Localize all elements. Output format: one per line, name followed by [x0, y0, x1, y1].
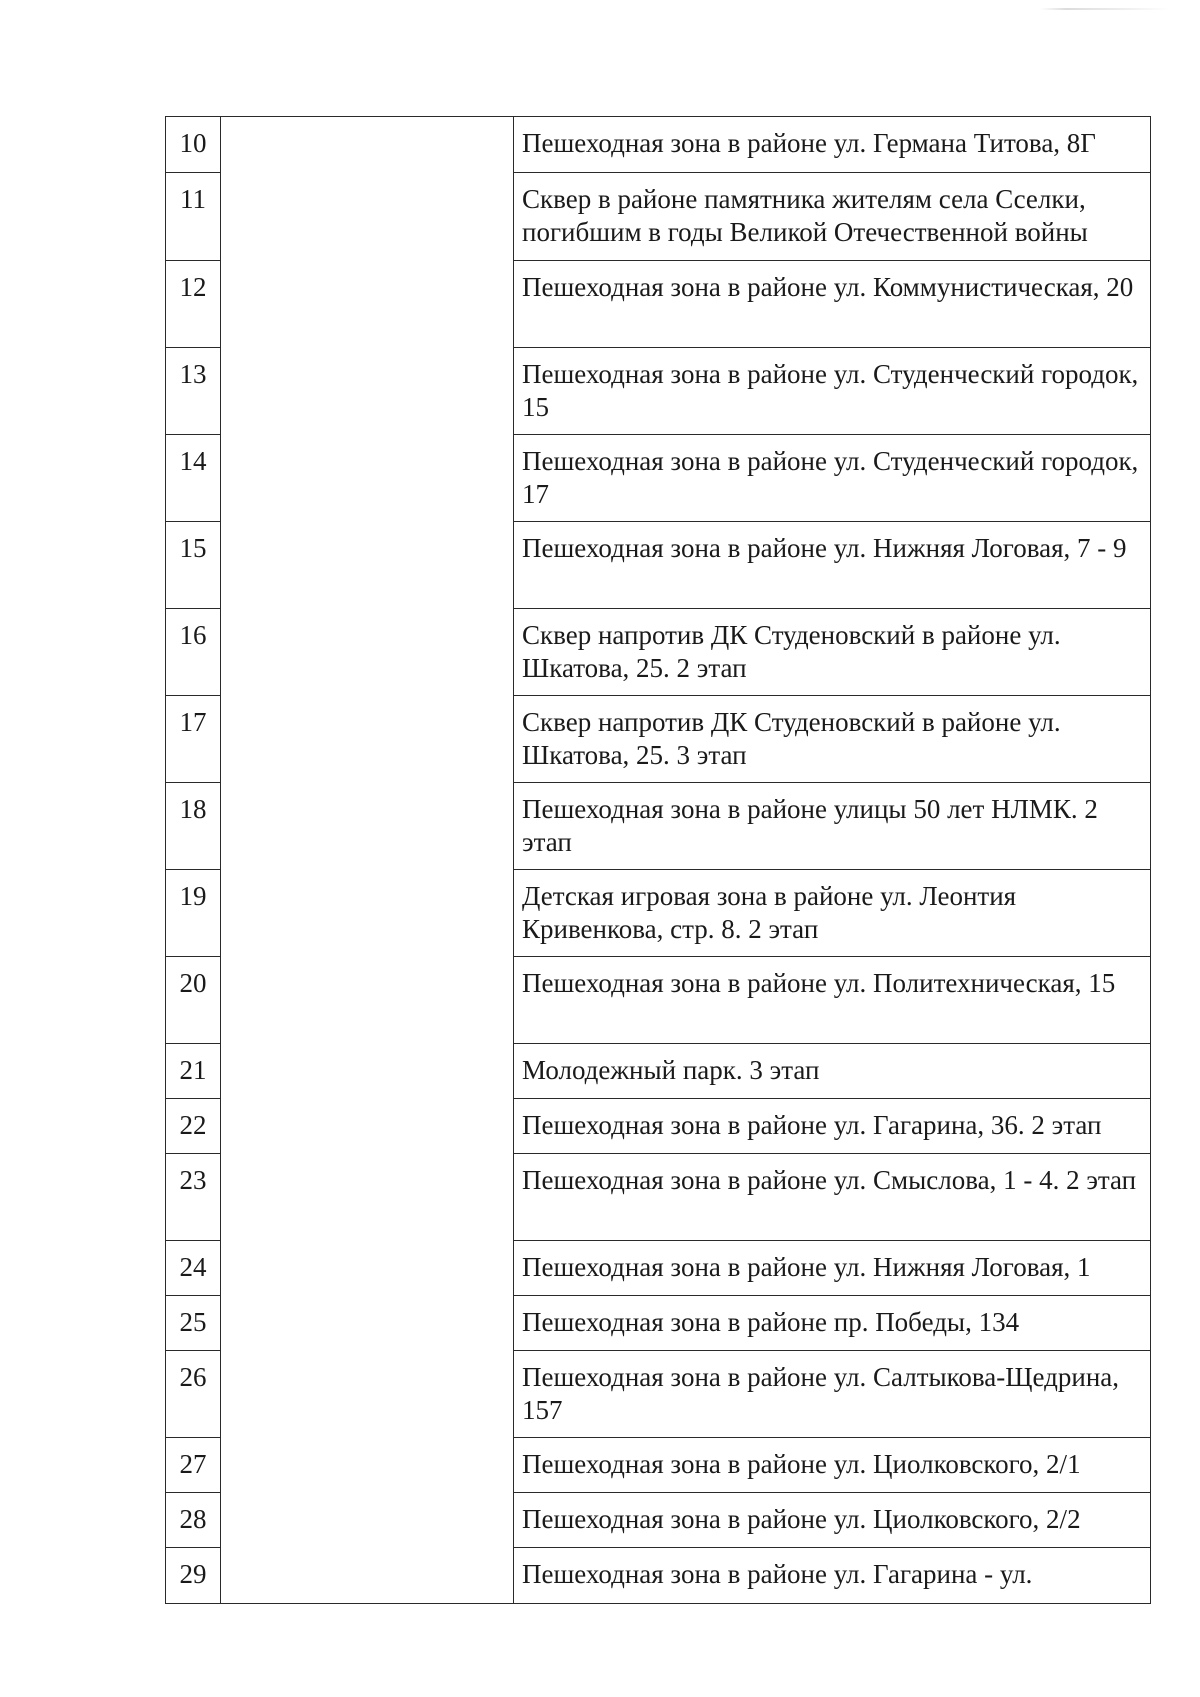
row-number: 10	[166, 117, 221, 173]
scan-artifact	[1040, 8, 1170, 10]
object-description: Молодежный парк. 3 этап	[514, 1044, 1151, 1099]
empty-cell	[221, 1099, 514, 1154]
table-row	[166, 348, 1151, 435]
row-number: 19	[166, 870, 221, 957]
table-row	[166, 1438, 1151, 1493]
table-row	[166, 522, 1151, 609]
table-row	[166, 783, 1151, 870]
row-number: 16	[166, 609, 221, 696]
empty-cell	[221, 1493, 514, 1548]
object-description: Пешеходная зона в районе ул. Гагарина - ул.	[514, 1548, 1151, 1604]
empty-cell	[221, 173, 514, 261]
row-number: 25	[166, 1296, 221, 1351]
projects-table	[165, 116, 1151, 1604]
empty-cell	[221, 609, 514, 696]
empty-cell	[221, 522, 514, 609]
empty-cell	[221, 261, 514, 348]
table-row	[166, 1548, 1151, 1604]
table-row	[166, 1493, 1151, 1548]
row-number: 27	[166, 1438, 221, 1493]
table-row	[166, 1099, 1151, 1154]
row-number: 26	[166, 1351, 221, 1438]
object-description: Пешеходная зона в районе ул. Смыслова, 1 - 4. 2 этап	[514, 1154, 1151, 1241]
table-row	[166, 261, 1151, 348]
row-number: 11	[166, 173, 221, 261]
empty-cell	[221, 1241, 514, 1296]
row-number: 15	[166, 522, 221, 609]
empty-cell	[221, 1154, 514, 1241]
table-body	[166, 117, 1151, 1604]
table-row	[166, 435, 1151, 522]
object-description: Пешеходная зона в районе ул. Нижняя Логовая, 7 - 9	[514, 522, 1151, 609]
object-description: Пешеходная зона в районе ул. Циолковского, 2/2	[514, 1493, 1151, 1548]
object-description: Детская игровая зона в районе ул. Леонтия Кривенкова, стр. 8. 2 этап	[514, 870, 1151, 957]
row-number: 17	[166, 696, 221, 783]
object-description: Сквер в районе памятника жителям села Сселки, погибшим в годы Великой Отечественной войны	[514, 173, 1151, 261]
table-row	[166, 117, 1151, 173]
table-row	[166, 1241, 1151, 1296]
empty-cell	[221, 1296, 514, 1351]
row-number: 13	[166, 348, 221, 435]
table-row	[166, 173, 1151, 261]
object-description: Пешеходная зона в районе ул. Салтыкова-Щедрина, 157	[514, 1351, 1151, 1438]
row-number: 24	[166, 1241, 221, 1296]
table-row	[166, 1044, 1151, 1099]
empty-cell	[221, 1044, 514, 1099]
row-number: 18	[166, 783, 221, 870]
empty-cell	[221, 1438, 514, 1493]
empty-cell	[221, 696, 514, 783]
object-description: Пешеходная зона в районе улицы 50 лет НЛМК. 2 этап	[514, 783, 1151, 870]
row-number: 21	[166, 1044, 221, 1099]
table-row	[166, 609, 1151, 696]
row-number: 23	[166, 1154, 221, 1241]
row-number: 28	[166, 1493, 221, 1548]
row-number: 29	[166, 1548, 221, 1604]
table-row	[166, 696, 1151, 783]
object-description: Пешеходная зона в районе ул. Студенческий городок, 15	[514, 348, 1151, 435]
object-description: Сквер напротив ДК Студеновский в районе ул. Шкатова, 25. 2 этап	[514, 609, 1151, 696]
object-description: Пешеходная зона в районе ул. Коммунистическая, 20	[514, 261, 1151, 348]
empty-cell	[221, 435, 514, 522]
object-description: Пешеходная зона в районе ул. Нижняя Логовая, 1	[514, 1241, 1151, 1296]
object-description: Пешеходная зона в районе ул. Гагарина, 36. 2 этап	[514, 1099, 1151, 1154]
row-number: 12	[166, 261, 221, 348]
object-description: Сквер напротив ДК Студеновский в районе ул. Шкатова, 25. 3 этап	[514, 696, 1151, 783]
object-description: Пешеходная зона в районе ул. Студенческий городок, 17	[514, 435, 1151, 522]
empty-cell	[221, 957, 514, 1044]
table-row	[166, 870, 1151, 957]
object-description: Пешеходная зона в районе ул. Германа Титова, 8Г	[514, 117, 1151, 173]
table-row	[166, 1154, 1151, 1241]
table-row	[166, 1351, 1151, 1438]
empty-cell	[221, 783, 514, 870]
empty-cell	[221, 1351, 514, 1438]
table-row	[166, 957, 1151, 1044]
row-number: 22	[166, 1099, 221, 1154]
empty-cell	[221, 117, 514, 173]
row-number: 20	[166, 957, 221, 1044]
row-number: 14	[166, 435, 221, 522]
empty-cell	[221, 348, 514, 435]
table-row	[166, 1296, 1151, 1351]
empty-cell	[221, 870, 514, 957]
object-description: Пешеходная зона в районе ул. Циолковского, 2/1	[514, 1438, 1151, 1493]
object-description: Пешеходная зона в районе ул. Политехническая, 15	[514, 957, 1151, 1044]
object-description: Пешеходная зона в районе пр. Победы, 134	[514, 1296, 1151, 1351]
empty-cell	[221, 1548, 514, 1604]
